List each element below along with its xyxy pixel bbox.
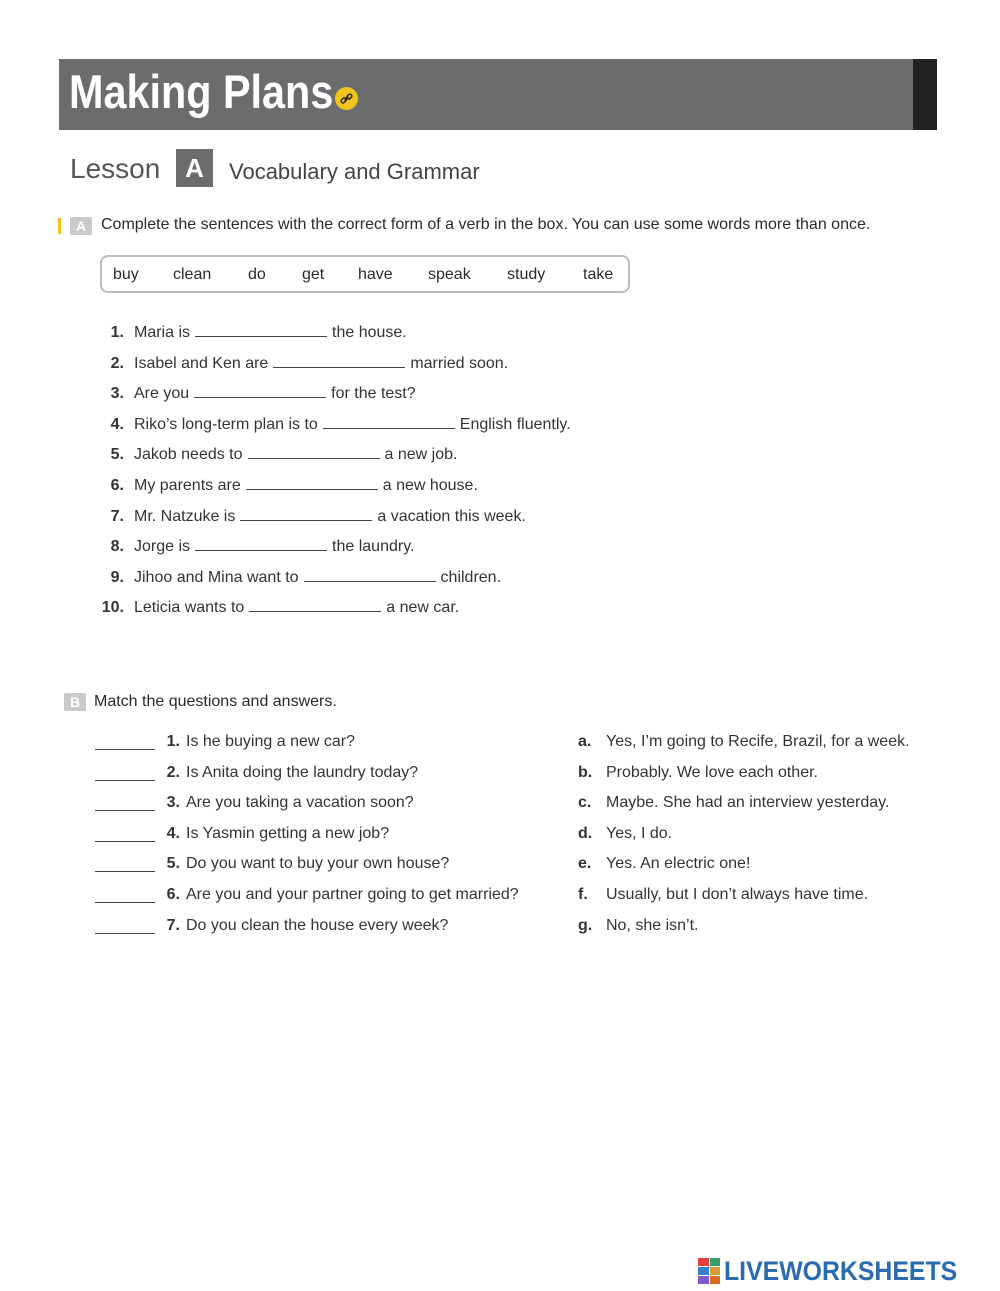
word-box-word: speak [428, 266, 471, 283]
link-icon[interactable] [335, 87, 358, 110]
question-number: 3. [166, 794, 180, 811]
answer-letter: f. [578, 886, 588, 903]
sentence-end: a new job. [384, 446, 458, 463]
item-number: 4. [110, 416, 124, 433]
sentence-end: English fluently. [459, 416, 571, 433]
item-number: 3. [110, 385, 124, 402]
answer-blank[interactable] [248, 457, 380, 459]
sentence-start: Jihoo and Mina want to [134, 569, 299, 586]
sentence-start: Riko’s long-term plan is to [134, 416, 318, 433]
answer-letter: b. [578, 764, 593, 781]
sentence-start: Leticia wants to [134, 599, 245, 616]
answer-text: No, she isn’t. [606, 917, 699, 934]
item-number: 10. [101, 599, 124, 616]
question-number: 5. [166, 855, 180, 872]
answer-blank[interactable] [249, 610, 381, 612]
answer-letter: g. [578, 917, 593, 934]
question-text: Are you and your partner going to get married? [186, 886, 519, 903]
liveworksheets-logo [698, 1256, 978, 1286]
question-text: Do you want to buy your own house? [186, 855, 450, 872]
word-box-word: buy [113, 266, 139, 283]
item-number: 8. [110, 538, 124, 555]
answer-letter: c. [578, 794, 592, 811]
word-box-word: take [583, 266, 614, 283]
sentence-start: Jakob needs to [134, 446, 243, 463]
sentence-start: Isabel and Ken are [134, 355, 269, 372]
question-text: Is he buying a new car? [186, 733, 355, 750]
match-answer-blank[interactable] [95, 809, 155, 811]
item-number: 9. [110, 569, 124, 586]
lesson-label: Lesson [70, 153, 161, 184]
word-box-word: get [302, 266, 325, 283]
answer-text: Yes. An electric one! [606, 855, 751, 872]
answer-blank[interactable] [195, 335, 327, 337]
question-number: 7. [166, 917, 180, 934]
question-number: 1. [166, 733, 180, 750]
answer-blank[interactable] [273, 366, 405, 368]
item-number: 1. [110, 324, 124, 341]
word-box-word: have [358, 266, 393, 283]
word-box-word: clean [173, 266, 212, 283]
sentence-end: the laundry. [332, 538, 415, 555]
answer-letter: a. [578, 733, 592, 750]
sentence-end: the house. [332, 324, 407, 341]
word-box-word: study [507, 266, 546, 283]
sentence-start: Are you [134, 385, 190, 402]
question-text: Are you taking a vacation soon? [186, 794, 414, 811]
word-box-word: do [248, 266, 266, 283]
section-b-badge: B [64, 693, 86, 711]
answer-blank[interactable] [195, 549, 327, 551]
liveworksheets-logo-icon [698, 1258, 720, 1284]
sentence-end: a vacation this week. [377, 508, 526, 525]
answer-letter: e. [578, 855, 592, 872]
answer-blank[interactable] [194, 396, 326, 398]
question-text: Is Yasmin getting a new job? [186, 825, 390, 842]
answer-text: Yes, I do. [606, 825, 673, 842]
sentence-end: a new house. [382, 477, 478, 494]
match-answer-blank[interactable] [95, 932, 155, 934]
question-number: 6. [166, 886, 180, 903]
match-answer-blank[interactable] [95, 840, 155, 842]
answer-text: Usually, but I don’t always have time. [606, 886, 869, 903]
question-text: Do you clean the house every week? [186, 917, 449, 934]
match-answer-blank[interactable] [95, 779, 155, 781]
logo-text: LIVEWORKSHEETS [724, 1255, 958, 1286]
section-b-instruction: Match the questions and answers. [94, 693, 337, 710]
match-answer-blank[interactable] [95, 748, 155, 750]
lesson-subtitle: Vocabulary and Grammar [229, 159, 480, 184]
answer-letter: d. [578, 825, 593, 842]
answer-text: Probably. We love each other. [606, 764, 818, 781]
answer-text: Yes, I’m going to Recife, Brazil, for a week. [606, 733, 910, 750]
question-text: Is Anita doing the laundry today? [186, 764, 419, 781]
section-a-instruction: Complete the sentences with the correct form of a verb in the box. You can use some words more than once. [101, 216, 871, 233]
sentence-end: for the test? [331, 385, 416, 402]
sentence-start: Jorge is [134, 538, 191, 555]
sentence-start: Maria is [134, 324, 191, 341]
answer-text: Maybe. She had an interview yesterday. [606, 794, 890, 811]
question-number: 4. [166, 825, 180, 842]
answer-blank[interactable] [323, 427, 455, 429]
sentence-end: married soon. [410, 355, 509, 372]
question-number: 2. [166, 764, 180, 781]
section-a-marker [58, 218, 61, 234]
item-number: 2. [110, 355, 124, 372]
sentence-end: children. [440, 569, 502, 586]
sentence-start: My parents are [134, 477, 241, 494]
page-title: Making Plans [69, 65, 334, 118]
answer-blank[interactable] [240, 519, 372, 521]
match-answer-blank[interactable] [95, 870, 155, 872]
sentence-start: Mr. Natzuke is [134, 508, 236, 525]
item-number: 5. [110, 446, 124, 463]
answer-blank[interactable] [246, 488, 378, 490]
answer-blank[interactable] [304, 580, 436, 582]
item-number: 7. [110, 508, 124, 525]
sentence-end: a new car. [386, 599, 460, 616]
section-a-badge: A [70, 217, 92, 235]
header-edge [913, 59, 937, 130]
match-answer-blank[interactable] [95, 901, 155, 903]
item-number: 6. [110, 477, 124, 494]
lesson-letter-box: A [176, 149, 213, 187]
